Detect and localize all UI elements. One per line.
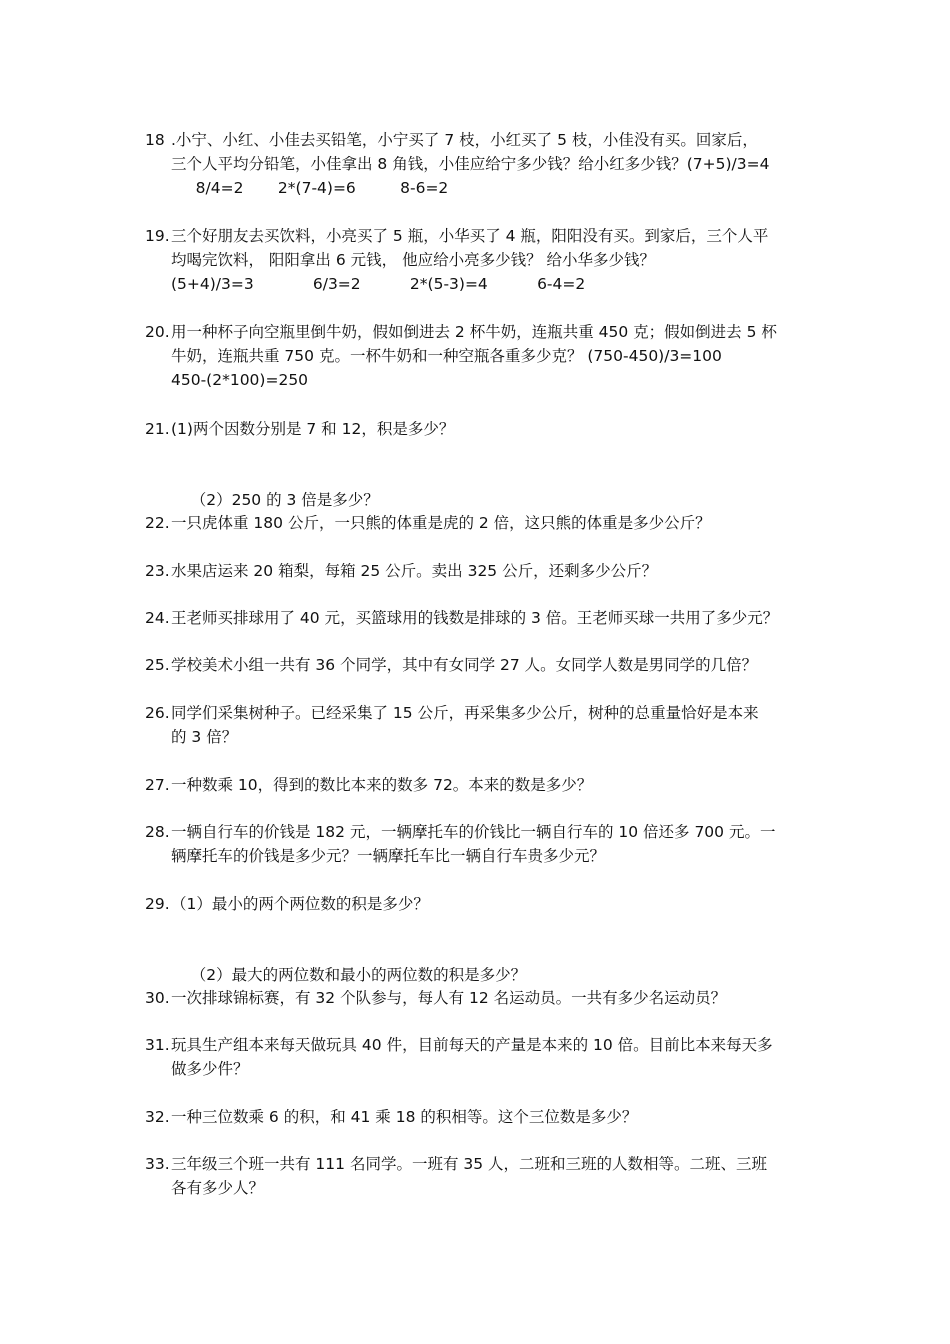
question-text: 王老师买排球用了 40 元，买篮球用的钱数是排球的 3 倍。王老师买球一共用了多少元？ bbox=[171, 609, 779, 627]
question-text: 各有多少人？ bbox=[171, 1179, 265, 1197]
question-number: 31. bbox=[145, 1036, 170, 1054]
question-text: 学校美术小组一共有 36 个同学，其中有女同学 27 人。女同学人数是男同学的几倍？ bbox=[171, 656, 758, 674]
question-text: 同学们采集树种子。已经采集了 15 公斤，再采集多少公斤，树种的总重量恰好是本来 bbox=[171, 704, 759, 722]
question-32 bbox=[145, 1105, 810, 1129]
question-text: .小宁、小红、小佳去买铅笔，小宁买了 7 枝，小红买了 5 枝，小佳没有买。回家后， bbox=[171, 131, 758, 149]
question-25 bbox=[145, 653, 810, 677]
question-number: 29. bbox=[145, 895, 170, 913]
question-number: 21. bbox=[145, 420, 170, 438]
question-text: 水果店运来 20 箱梨，每箱 25 公斤。卖出 325 公斤，还剩多少公斤？ bbox=[171, 562, 658, 580]
question-text: （1）最小的两个两位数的积是多少？ bbox=[171, 895, 429, 913]
question-text: 一只虎体重 180 公斤，一只熊的体重是虎的 2 倍，这只熊的体重是多少公斤？ bbox=[171, 514, 711, 532]
question-26 bbox=[145, 701, 810, 749]
question-number: 28. bbox=[145, 823, 170, 841]
question-30 bbox=[145, 986, 810, 1010]
question-number: 27. bbox=[145, 776, 170, 794]
question-text: (1)两个因数分别是 7 和 12，积是多少？ bbox=[171, 420, 455, 438]
question-24 bbox=[145, 606, 810, 630]
question-text: 均喝完饮料， 阳阳拿出 6 元钱， 他应给小亮多少钱？ 给小华多少钱？ bbox=[171, 251, 655, 269]
question-number: 24. bbox=[145, 609, 170, 627]
question-text: 三年级三个班一共有 111 名同学。一班有 35 人，二班和三班的人数相等。二班、三班 bbox=[171, 1155, 768, 1173]
question-31 bbox=[145, 1033, 810, 1081]
question-text: 一次排球锦标赛，有 32 个队参与，每人有 12 名运动员。一共有多少名运动员？ bbox=[171, 989, 727, 1007]
question-number: 25. bbox=[145, 656, 170, 674]
question-text: 用一种杯子向空瓶里倒牛奶，假如倒进去 2 杯牛奶，连瓶共重 450 克；假如倒进去 5 杯 bbox=[171, 323, 777, 341]
question-27 bbox=[145, 773, 810, 797]
question-text: 一种三位数乘 6 的积，和 41 乘 18 的积相等。这个三位数是多少？ bbox=[171, 1108, 638, 1126]
question-text: 玩具生产组本来每天做玩具 40 件，目前每天的产量是本来的 10 倍。目前比本来每天多 bbox=[171, 1036, 773, 1054]
question-number: 30. bbox=[145, 989, 170, 1007]
answer-work: 8/4=2 2*(7-4)=6 8-6=2 bbox=[171, 179, 449, 197]
question-number: 23. bbox=[145, 562, 170, 580]
question-33 bbox=[145, 1152, 810, 1200]
question-text: 一种数乘 10，得到的数比本来的数多 72。本来的数是多少？ bbox=[171, 776, 593, 794]
question-text: 一辆自行车的价钱是 182 元，一辆摩托车的价钱比一辆自行车的 10 倍还多 700 元。一 bbox=[171, 823, 776, 841]
question-text: 三个好朋友去买饮料，小亮买了 5 瓶，小华买了 4 瓶，阳阳没有买。到家后，三个人平 bbox=[171, 227, 769, 245]
question-text: 辆摩托车的价钱是多少元？一辆摩托车比一辆自行车贵多少元？ bbox=[171, 847, 606, 865]
question-number: 22. bbox=[145, 514, 170, 532]
question-22 bbox=[145, 511, 810, 535]
question-28 bbox=[145, 820, 810, 868]
question-number: 18 bbox=[145, 131, 165, 149]
question-21 bbox=[145, 417, 810, 441]
question-text: （2）最大的两位数和最小的两位数的积是多少？ bbox=[190, 966, 527, 984]
question-number: 20. bbox=[145, 323, 170, 341]
question-23 bbox=[145, 559, 810, 583]
question-19 bbox=[145, 224, 810, 296]
answer-work: (5+4)/3=3 6/3=2 2*(5-3)=4 6-4=2 bbox=[171, 275, 586, 293]
question-text: 的 3 倍？ bbox=[171, 728, 238, 746]
question-29 bbox=[145, 892, 810, 916]
question-number: 33. bbox=[145, 1155, 170, 1173]
question-text: 三个人平均分铅笔，小佳拿出 8 角钱，小佳应给宁多少钱？给小红多少钱？(7+5)/3=4 bbox=[171, 155, 770, 173]
question-text: 做多少件？ bbox=[171, 1060, 249, 1078]
question-20 bbox=[145, 320, 810, 392]
question-18 bbox=[145, 128, 810, 200]
question-number: 19. bbox=[145, 227, 170, 245]
question-text: （2）250 的 3 倍是多少？ bbox=[190, 491, 379, 509]
question-number: 32. bbox=[145, 1108, 170, 1126]
answer-work: 450-(2*100)=250 bbox=[171, 371, 309, 389]
question-number: 26. bbox=[145, 704, 170, 722]
question-text: 牛奶，连瓶共重 750 克。一杯牛奶和一种空瓶各重多少克？ (750-450)/3=100 bbox=[171, 347, 722, 365]
